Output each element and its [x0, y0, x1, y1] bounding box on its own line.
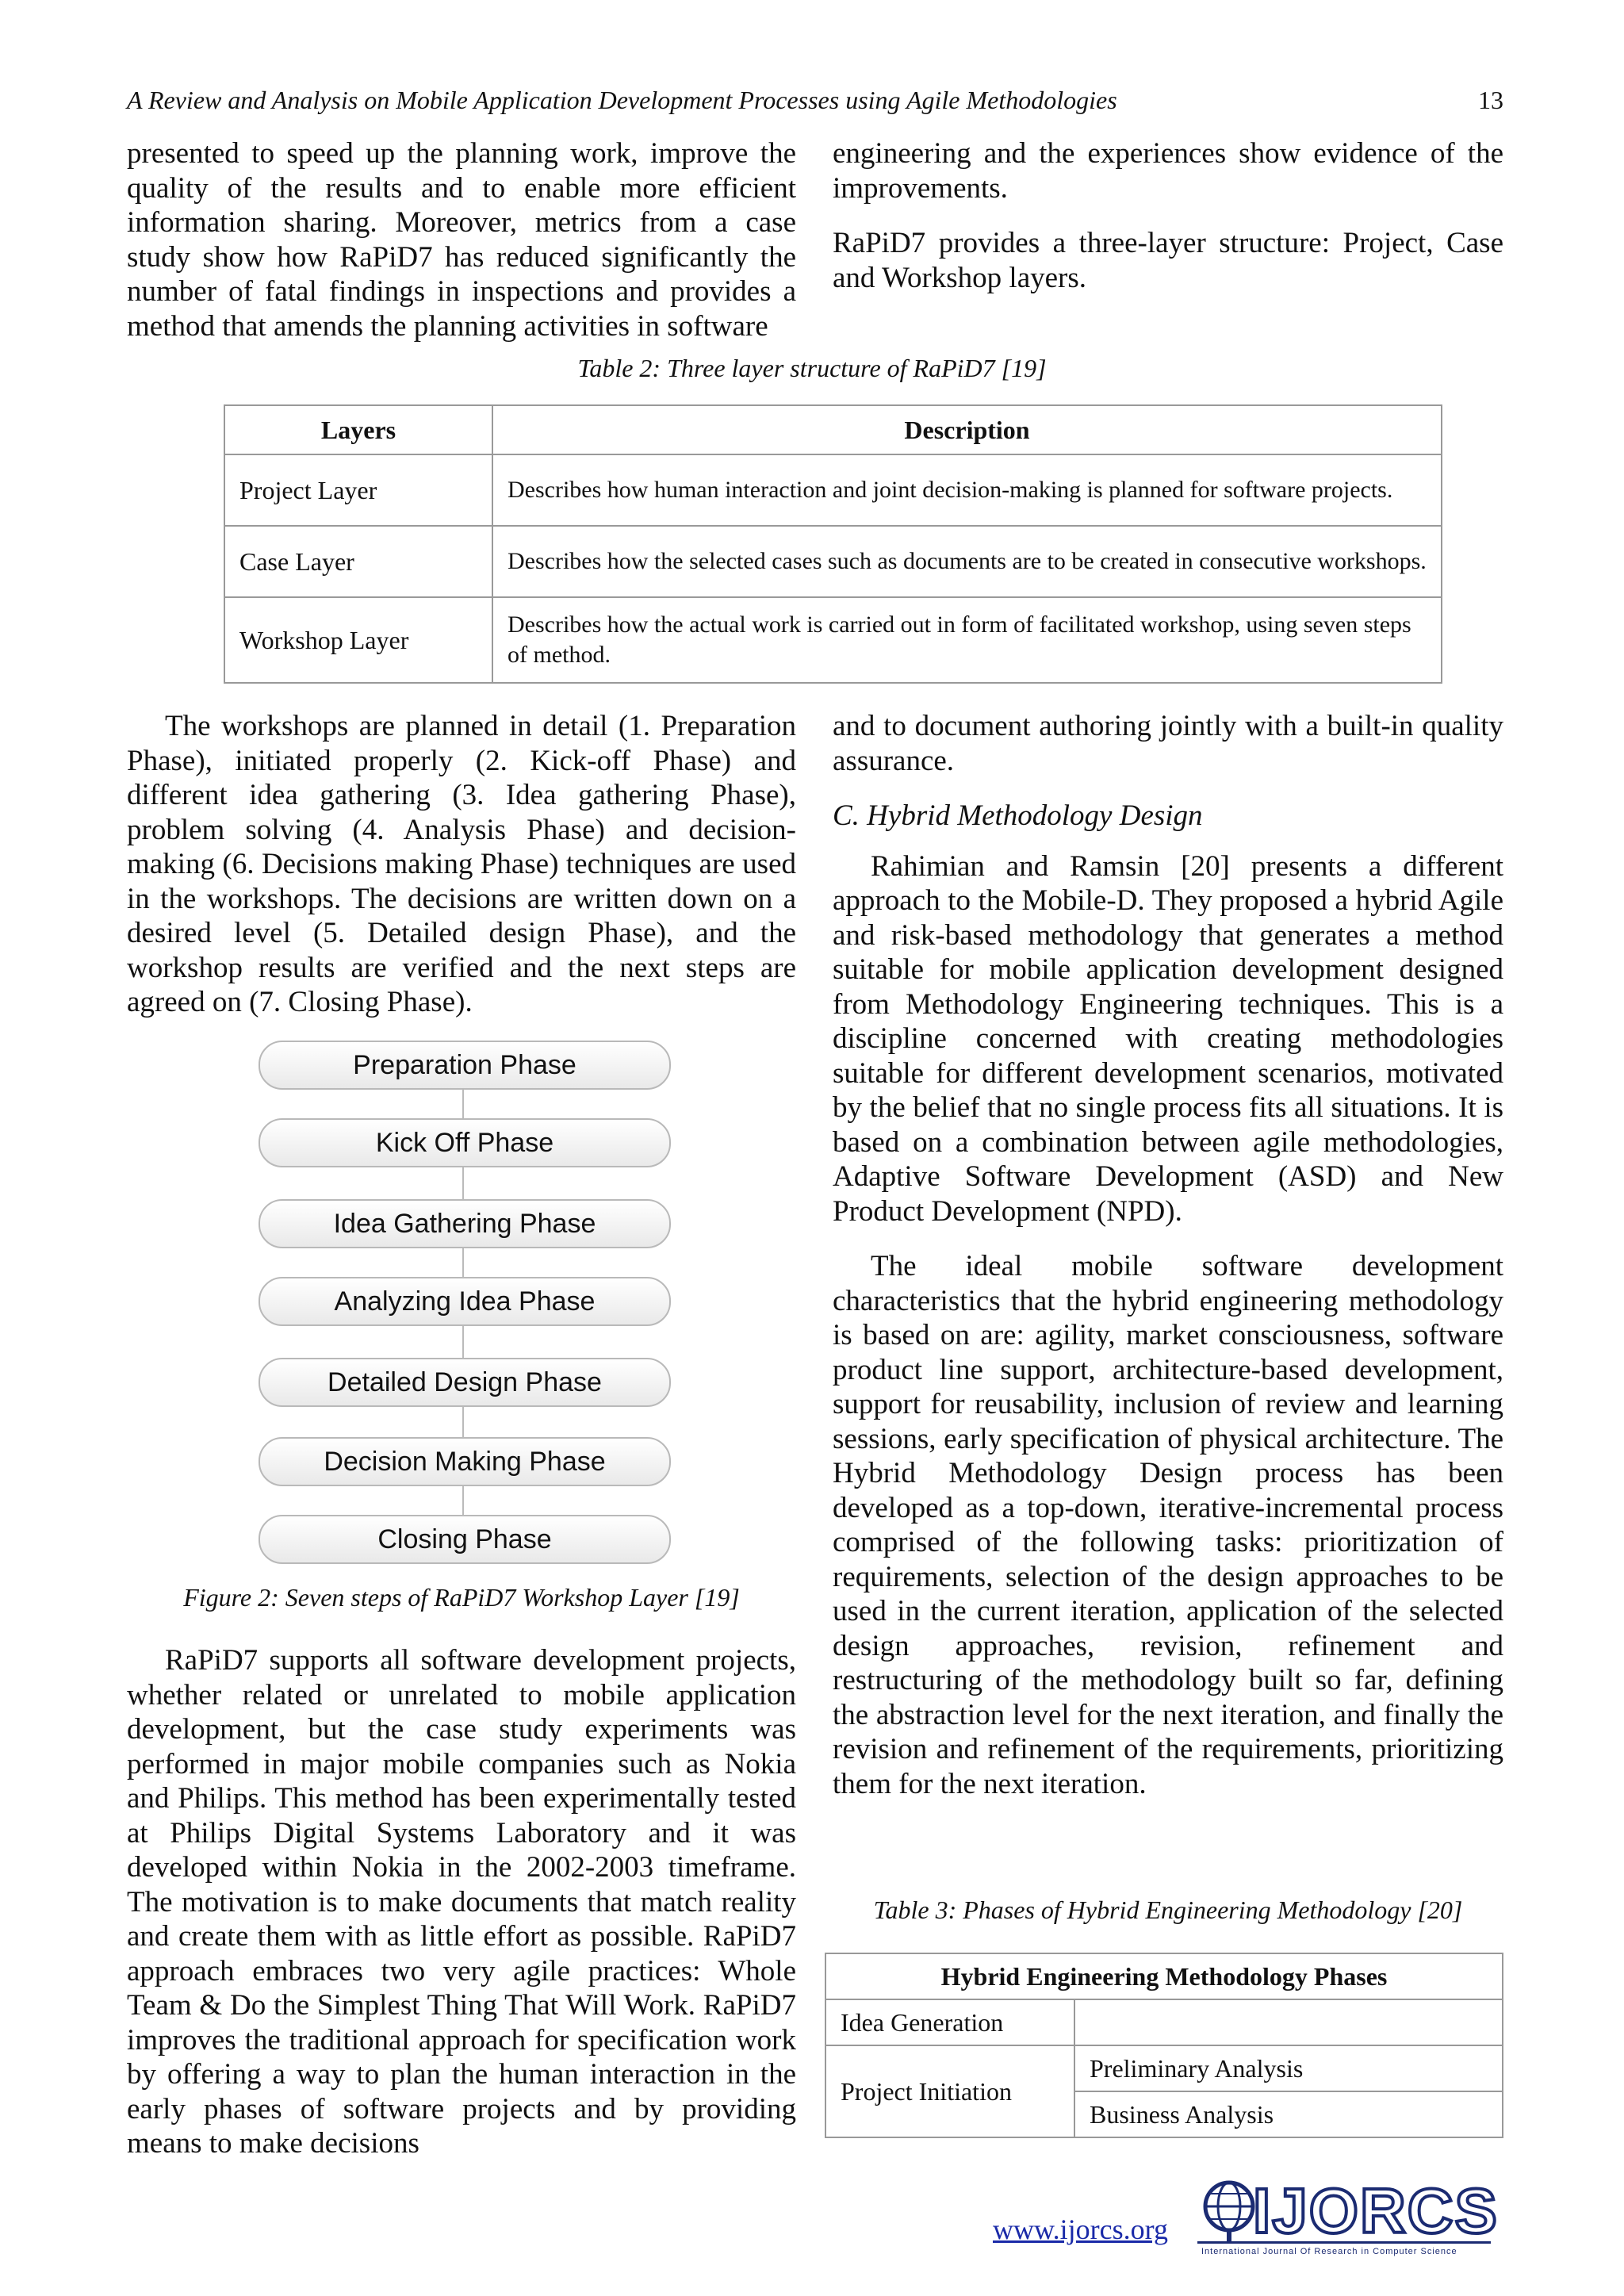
table-header-row: [224, 405, 1442, 454]
paragraph: RaPiD7 provides a three-layer structure: Project, Case and Workshop layers.: [833, 227, 1503, 294]
left-column-top: [127, 136, 796, 343]
paragraph: RaPiD7 supports all software development projects, whether related or unrelated to mobile application development, but the case study experiments was performed in major mobile companies such as Nokia and Philips. This method has been experimentally tested at Philips Digital Systems Laboratory and it was developed within Nokia in the 2002-2003 timeframe. The motivation is to make documents that match reality and create them with as little effort as possible. RaPiD7 approach embraces two very agile practices: Whole Team & Do the Simplest Thing That Will Work. RaPiD7 improves the traditional approach for specification work by offering a way to plan the human interaction in the early phases of software projects and by providing means to make decisions: [127, 1644, 796, 2160]
column-header: Hybrid Engineering Methodology Phases: [825, 1953, 1503, 1999]
table-cell-subphase: Preliminary Analysis: [1074, 2045, 1503, 2091]
running-header: [127, 86, 1503, 124]
column-header: Layers: [224, 405, 492, 454]
table-cell-subphase: Business Analysis: [1074, 2091, 1503, 2137]
running-title: A Review and Analysis on Mobile Application Development Processes using Agile Methodologies: [127, 86, 1117, 114]
right-column-lower: [833, 709, 1503, 1801]
table-cell-layer: Workshop Layer: [224, 597, 492, 683]
table2-caption: Table 2: Three layer structure of RaPiD7 [19]: [577, 354, 1047, 382]
table-row: [224, 454, 1442, 526]
phase-detailed-design: Detailed Design Phase: [259, 1358, 671, 1407]
figure2-caption: Figure 2: Seven steps of RaPiD7 Workshop Layer [19]: [183, 1583, 740, 1612]
paragraph: presented to speed up the planning work, improve the quality of the results and to enable more efficient information sharing. Moreover, metrics from a case study show how RaPiD7 has reduced significantly the number of fatal findings in inspections and provides a method that amends the planning activities in software: [127, 137, 796, 343]
paragraph: The ideal mobile software development characteristics that the hybrid engineering methodology is based on are: agility, market consciousness, software product line support, architecture-based development, support for reusability, inclusion of review and learning sessions, early specification of physical architecture. The Hybrid Methodology Design process has been developed as a top-down, iterative-incremental process comprised of the following tasks: prioritization of requirements, selection of the design approaches to be used in the current iteration, application of the selected design approaches, revision, refinement and restructuring of the methodology built so far, defining the abstraction level for the next iteration, and finally the revision and refinement of the requirements, prioritizing them for the next iteration.: [833, 1250, 1503, 1800]
paragraph: and to document authoring jointly with a built-in quality assurance.: [833, 710, 1503, 777]
table-cell-layer: Project Layer: [224, 454, 492, 526]
table2: [224, 404, 1442, 684]
table-cell-subphase: [1074, 1999, 1503, 2045]
journal-logo-tagline: International Journal Of Research in Computer Science: [1201, 2247, 1457, 2256]
right-column-top: [833, 136, 1503, 295]
paragraph: Rahimian and Ramsin [20] presents a different approach to the Mobile-D. They proposed a hybrid Agile and risk-based methodology that generates a method suitable for mobile application development designed from Methodology Engineering techniques. This is a discipline concerned with creating methodologies suitable for different development scenarios, motivated by the belief that no single process fits all situations. It is based on a combination between agile methodologies, Adaptive Software Development (ASD) and New Product Development (NPD).: [833, 849, 1503, 1228]
connector: [462, 1166, 464, 1202]
table-cell-description: Describes how the selected cases such as documents are to be created in consecutive workshops.: [492, 526, 1442, 597]
phase-closing: Closing Phase: [259, 1515, 671, 1564]
table-header-row: [825, 1953, 1503, 1999]
phase-kick-off: Kick Off Phase: [259, 1118, 671, 1167]
table-row: [224, 526, 1442, 597]
table-row: [825, 1999, 1503, 2045]
connector: [462, 1324, 464, 1361]
connector: [462, 1087, 464, 1121]
page-number: 13: [1478, 86, 1503, 114]
phase-analyzing-idea: Analyzing Idea Phase: [259, 1277, 671, 1326]
phase-decision-making: Decision Making Phase: [259, 1437, 671, 1486]
phase-preparation: Preparation Phase: [259, 1041, 671, 1090]
paragraph: engineering and the experiences show evidence of the improvements.: [833, 137, 1503, 205]
phase-idea-gathering: Idea Gathering Phase: [259, 1199, 671, 1248]
table-row: [825, 2045, 1503, 2091]
table-cell-description: Describes how human interaction and joint decision-making is planned for software projects.: [492, 454, 1442, 526]
connector: [462, 1405, 464, 1440]
table-cell-phase: Idea Generation: [825, 1999, 1074, 2045]
table-cell-layer: Case Layer: [224, 526, 492, 597]
column-header: Description: [492, 405, 1442, 454]
left-column-middle: [127, 709, 796, 1020]
table-cell-phase: Project Initiation: [825, 2045, 1074, 2137]
table3: [825, 1953, 1503, 2138]
table-cell-description: Describes how the actual work is carried out in form of facilitated workshop, using seven steps of method.: [492, 597, 1442, 683]
table3-caption: Table 3: Phases of Hybrid Engineering Methodology [20]: [873, 1895, 1463, 1924]
left-column-bottom: [127, 1643, 796, 2161]
journal-website-link[interactable]: www.ijorcs.org: [993, 2214, 1168, 2245]
table-row: [224, 597, 1442, 683]
section-heading: C. Hybrid Methodology Design: [833, 799, 1203, 832]
paragraph: The workshops are planned in detail (1. Preparation Phase), initiated properly (2. Kick-off Phase) and different idea gathering (3. Idea gathering Phase), problem solving (4. Analysis Phase) and decision-making (6. Decisions making Phase) techniques are used in the workshops. The decisions are written down on a desired level (5. Detailed design Phase), and the workshop results are verified and the next steps are agreed on (7. Closing Phase).: [127, 710, 796, 1018]
journal-logo-wordmark: IJORCS: [1253, 2175, 1499, 2246]
